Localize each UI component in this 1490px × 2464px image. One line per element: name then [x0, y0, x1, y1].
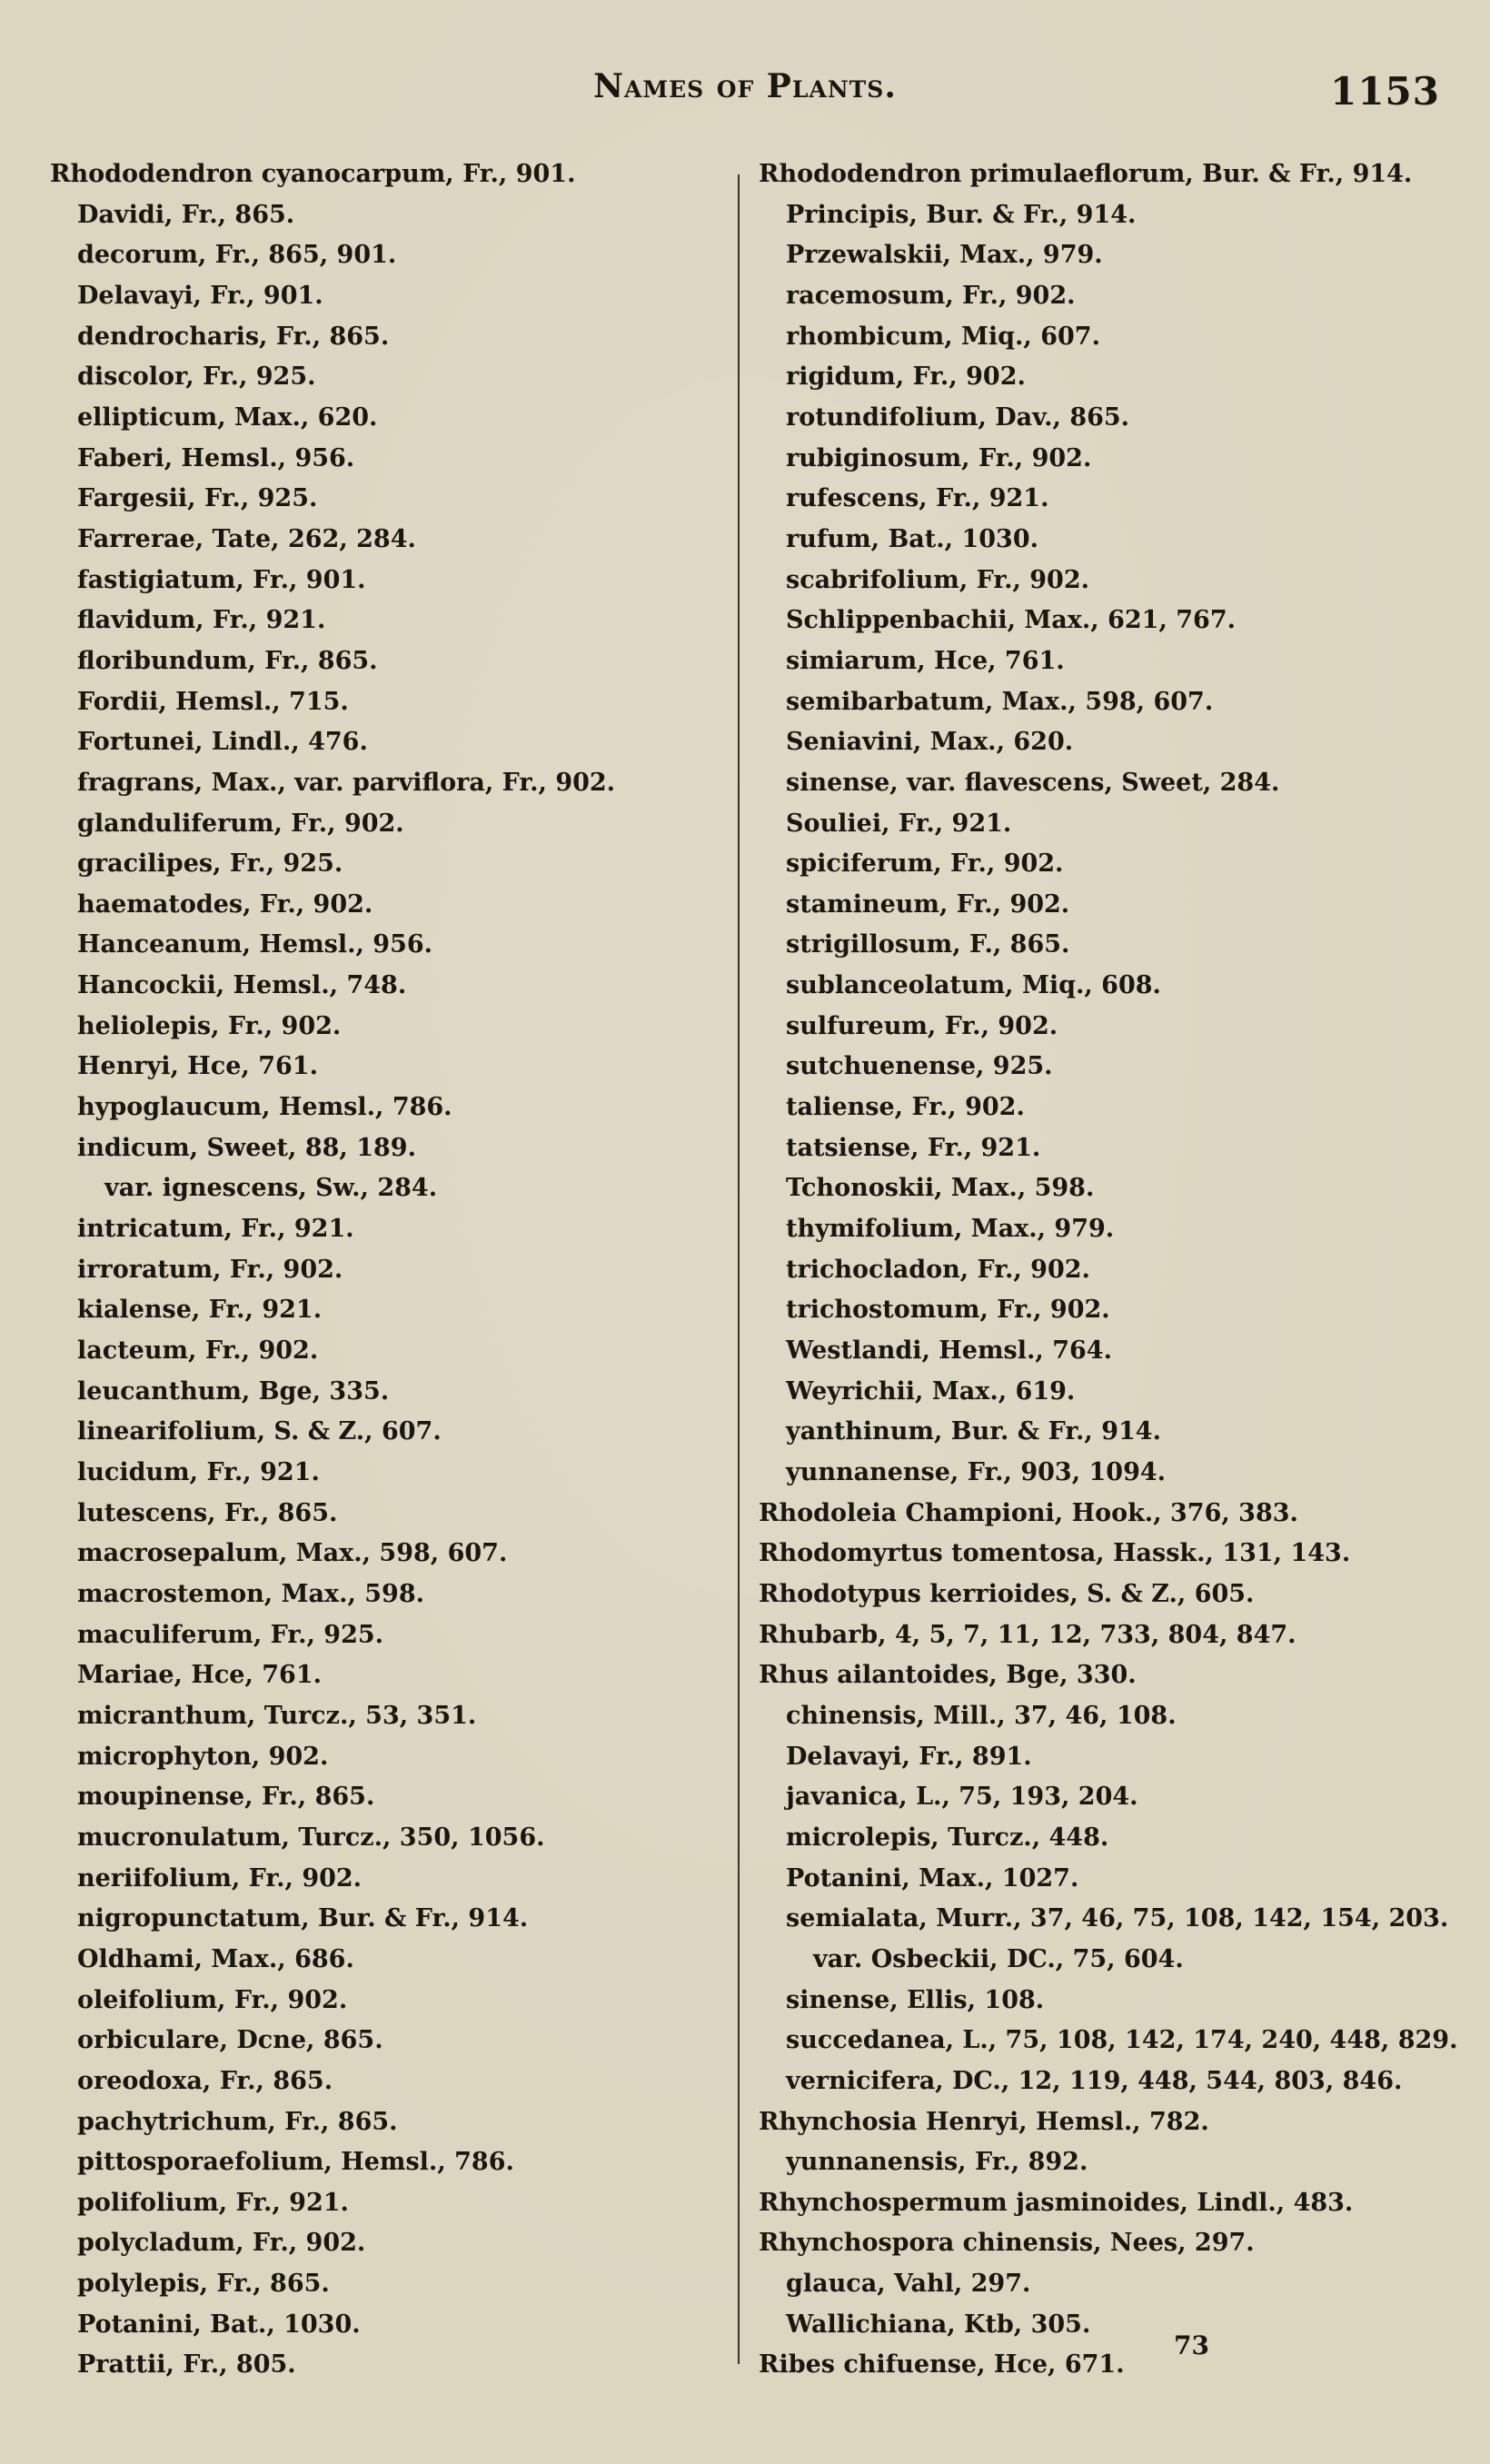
index-column-right — [759, 154, 1467, 2386]
index-entry: microlepis, Turcz., 448. — [786, 1823, 1109, 1852]
index-entry: Principis, Bur. & Fr., 914. — [786, 200, 1137, 229]
index-entry: Fordii, Hemsl., 715. — [77, 687, 349, 716]
index-entry: Hancockii, Hemsl., 748. — [77, 971, 407, 1000]
signature-mark: 73 — [1174, 2330, 1209, 2360]
index-entry: polycladum, Fr., 902. — [77, 2229, 366, 2258]
index-entry: Faberi, Hemsl., 956. — [77, 443, 355, 472]
index-entry: maculiferum, Fr., 925. — [77, 1620, 384, 1649]
index-entry: stamineum, Fr., 902. — [786, 889, 1070, 919]
index-entry: Rhododendron cyanocarpum, Fr., 901. — [50, 160, 576, 188]
index-entry: Weyrichii, Max., 619. — [786, 1376, 1076, 1406]
index-entry: fragrans, Max., var. parviflora, Fr., 902. — [77, 768, 616, 797]
index-column-left — [50, 154, 722, 2386]
index-entry: Schlippenbachii, Max., 621, 767. — [786, 606, 1237, 635]
index-entry: Rhus ailantoides, Bge, 330. — [759, 1661, 1137, 1690]
index-entry: haematodes, Fr., 902. — [77, 889, 373, 919]
index-entry: Hanceanum, Hemsl., 956. — [77, 930, 433, 959]
index-entry: Ribes chifuense, Hce, 671. — [759, 2350, 1125, 2380]
index-entry: rotundifolium, Dav., 865. — [786, 402, 1130, 432]
index-entry: polylepis, Fr., 865. — [77, 2270, 330, 2299]
index-entry: Rhodotypus kerrioides, S. & Z., 605. — [759, 1579, 1255, 1608]
index-entry: macrostemon, Max., 598. — [77, 1579, 425, 1608]
index-entry: Potanini, Bat., 1030. — [77, 2310, 361, 2339]
index-entry: pittosporaefolium, Hemsl., 786. — [77, 2148, 514, 2177]
index-entry: ellipticum, Max., 620. — [77, 402, 378, 432]
index-entry: Tchonoskii, Max., 598. — [786, 1174, 1095, 1203]
index-entry: intricatum, Fr., 921. — [77, 1215, 354, 1244]
index-entry: fastigiatum, Fr., 901. — [77, 565, 366, 594]
index-entry: Rhubarb, 4, 5, 7, 11, 12, 733, 804, 847. — [759, 1620, 1296, 1649]
index-entry: glauca, Vahl, 297. — [786, 2270, 1031, 2299]
index-entry: flavidum, Fr., 921. — [77, 606, 326, 635]
index-entry: macrosepalum, Max., 598, 607. — [77, 1539, 508, 1568]
index-entry: Rhododendron primulaeflorum, Bur. & Fr., 914. — [759, 160, 1413, 188]
index-entry: javanica, L., 75, 193, 204. — [786, 1783, 1138, 1812]
index-entry: linearifolium, S. & Z., 607. — [77, 1417, 442, 1446]
index-entry: rhombicum, Miq., 607. — [786, 322, 1100, 351]
index-entry: thymifolium, Max., 979. — [786, 1215, 1115, 1244]
index-entry: lacteum, Fr., 902. — [77, 1336, 319, 1366]
index-entry: neriifolium, Fr., 902. — [77, 1863, 363, 1893]
index-entry: var. ignescens, Sw., 284. — [104, 1174, 438, 1203]
index-entry: oreodoxa, Fr., 865. — [77, 2066, 333, 2095]
index-entry: sublanceolatum, Miq., 608. — [786, 971, 1161, 1000]
index-entry: sutchuenense, 925. — [786, 1052, 1053, 1081]
index-entry: discolor, Fr., 925. — [77, 363, 316, 392]
index-entry: Rhodomyrtus tomentosa, Hassk., 131, 143. — [759, 1539, 1351, 1568]
index-entry: spiciferum, Fr., 902. — [786, 849, 1064, 879]
index-entry: polifolium, Fr., 921. — [77, 2188, 349, 2217]
index-entry: leucanthum, Bge, 335. — [77, 1376, 390, 1406]
index-entry: Wallichiana, Ktb, 305. — [786, 2310, 1091, 2339]
index-entry: sulfureum, Fr., 902. — [786, 1011, 1058, 1040]
index-entry: Delavayi, Fr., 891. — [786, 1742, 1032, 1771]
index-entry: Davidi, Fr., 865. — [77, 200, 295, 229]
index-entry: hypoglaucum, Hemsl., 786. — [77, 1093, 452, 1122]
index-entry: mucronulatum, Turcz., 350, 1056. — [77, 1823, 545, 1852]
index-entry: strigillosum, F., 865. — [786, 930, 1070, 959]
index-entry: micranthum, Turcz., 53, 351. — [77, 1701, 477, 1730]
index-entry: Mariae, Hce, 761. — [77, 1661, 323, 1690]
index-entry: kialense, Fr., 921. — [77, 1296, 323, 1325]
index-entry: rubiginosum, Fr., 902. — [786, 443, 1092, 472]
index-entry: yanthinum, Bur. & Fr., 914. — [786, 1417, 1161, 1446]
column-divider — [738, 174, 740, 2364]
index-entry: Rhynchospora chinensis, Nees, 297. — [759, 2229, 1255, 2258]
index-entry: yunnanense, Fr., 903, 1094. — [786, 1458, 1167, 1486]
index-entry: gracilipes, Fr., 925. — [77, 849, 343, 879]
index-entry: rufum, Bat., 1030. — [786, 524, 1039, 553]
index-entry: pachytrichum, Fr., 865. — [77, 2107, 398, 2136]
index-entry: semibarbatum, Max., 598, 607. — [786, 687, 1214, 716]
index-entry: Przewalskii, Max., 979. — [786, 241, 1103, 270]
index-entry: rufescens, Fr., 921. — [786, 484, 1049, 513]
index-entry: taliense, Fr., 902. — [786, 1093, 1025, 1122]
index-entry: Farrerae, Tate, 262, 284. — [77, 524, 416, 553]
index-entry: rigidum, Fr., 902. — [786, 363, 1026, 392]
index-entry: semialata, Murr., 37, 46, 75, 108, 142, 154, 203. — [786, 1904, 1449, 1933]
index-entry: sinense, var. flavescens, Sweet, 284. — [786, 768, 1280, 797]
index-entry: racemosum, Fr., 902. — [786, 281, 1076, 310]
index-entry: Prattii, Fr., 805. — [77, 2350, 296, 2380]
index-entry: trichocladon, Fr., 902. — [786, 1255, 1090, 1284]
index-entry: indicum, Sweet, 88, 189. — [77, 1133, 416, 1162]
index-entry: Rhynchospermum jasminoides, Lindl., 483. — [759, 2188, 1354, 2217]
index-entry: microphyton, 902. — [77, 1742, 329, 1771]
index-entry: dendrocharis, Fr., 865. — [77, 322, 390, 351]
index-entry: yunnanensis, Fr., 892. — [786, 2148, 1088, 2177]
index-entry: Fargesii, Fr., 925. — [77, 484, 318, 513]
index-entry: Potanini, Max., 1027. — [786, 1863, 1079, 1893]
index-entry: orbiculare, Dcne, 865. — [77, 2026, 383, 2055]
index-entry: trichostomum, Fr., 902. — [786, 1296, 1110, 1325]
index-entry: Oldhami, Max., 686. — [77, 1944, 354, 1973]
index-entry: heliolepis, Fr., 902. — [77, 1011, 342, 1040]
index-entry: simiarum, Hce, 761. — [786, 646, 1065, 675]
index-entry: Rhodoleia Championi, Hook., 376, 383. — [759, 1498, 1298, 1527]
index-entry: Fortunei, Lindl., 476. — [77, 728, 368, 757]
index-entry: Souliei, Fr., 921. — [786, 809, 1012, 838]
index-entry: Delavayi, Fr., 901. — [77, 281, 323, 310]
index-entry: lucidum, Fr., 921. — [77, 1458, 320, 1486]
index-entry: tatsiense, Fr., 921. — [786, 1133, 1041, 1162]
index-entry: decorum, Fr., 865, 901. — [77, 241, 397, 270]
page-number: 1153 — [1330, 69, 1440, 114]
index-entry: moupinense, Fr., 865. — [77, 1783, 375, 1812]
index-entry: floribundum, Fr., 865. — [77, 646, 378, 675]
index-entry: nigropunctatum, Bur. & Fr., 914. — [77, 1904, 529, 1933]
index-entry: oleifolium, Fr., 902. — [77, 1985, 348, 2014]
index-entry: var. Osbeckii, DC., 75, 604. — [813, 1944, 1184, 1973]
index-entry: scabrifolium, Fr., 902. — [786, 565, 1090, 594]
index-entry: Seniavini, Max., 620. — [786, 728, 1074, 757]
index-entry: glanduliferum, Fr., 902. — [77, 809, 404, 838]
index-entry: Westlandi, Hemsl., 764. — [786, 1336, 1112, 1366]
index-entry: irroratum, Fr., 902. — [77, 1255, 343, 1284]
index-entry: Henryi, Hce, 761. — [77, 1052, 318, 1081]
index-entry: Rhynchosia Henryi, Hemsl., 782. — [759, 2107, 1209, 2136]
index-entry: vernicifera, DC., 12, 119, 448, 544, 803, 846. — [786, 2066, 1403, 2095]
index-entry: sinense, Ellis, 108. — [786, 1985, 1045, 2014]
index-entry: chinensis, Mill., 37, 46, 108. — [786, 1701, 1177, 1730]
running-header-title: Names of Plants. — [593, 67, 897, 105]
index-entry: lutescens, Fr., 865. — [77, 1498, 338, 1527]
index-entry: succedanea, L., 75, 108, 142, 174, 240, 448, 829. — [786, 2026, 1458, 2055]
